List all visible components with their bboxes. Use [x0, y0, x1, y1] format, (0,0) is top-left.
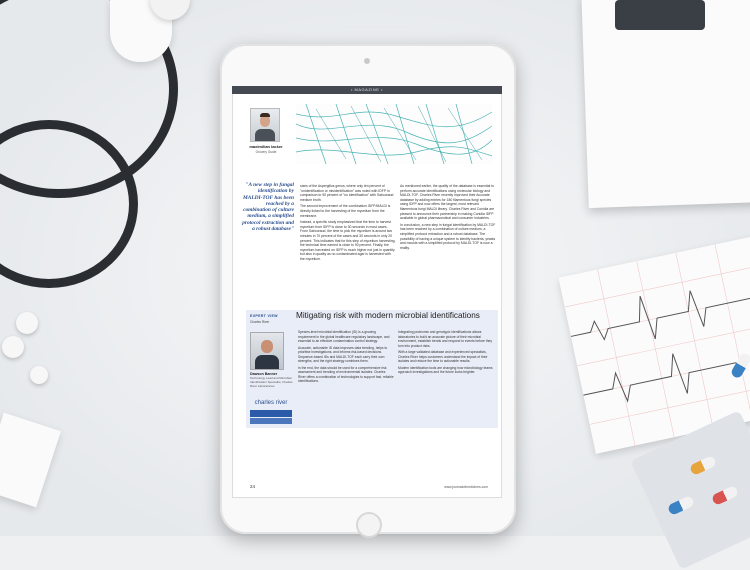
paragraph: sizes of the Aspergillus genus, where only ten percent of "unidentification or misidentification" was noted with IDFP in comparison to 90 percent of "no identification" with Sabouraud medium broth. [300, 184, 394, 202]
expert-column-1 [298, 330, 394, 386]
author-hair [260, 113, 270, 117]
clipboard [581, 0, 750, 208]
paragraph: Modern identification tools are changing how microbiology teams approach investigations and the future looks brighter. [398, 365, 493, 374]
footer-website: www.journalofmedicines.com [444, 485, 488, 489]
pull-quote: "A new step in fungal identification by MALDI-TOF has been reached by a combination of culture medium, a simplified protocol extraction and a robust database" [242, 182, 294, 233]
expert-view-label: EXPERT VIEW [250, 314, 278, 318]
expert-description: Technology Lead and Microbial Identification Specialist, Charles River Laboratories [250, 376, 293, 388]
paragraph: As mentioned earlier, the quality of the database is essential to perform accurate identifications using molecular biology and MALDI-TOF. Charles River recently improved their Accurate database by adding entries for 180 filamentous fungi species using IDFP and now offers the largest, most relevant filamentous fungi MALDI library. Charles River and Conidia are pleased to announce their partnership in making Conidia IDFP available in global pharmaceutical and consumer industries. [400, 184, 495, 221]
paragraph: With a large validated database and experienced specialists, Charles River helps customers understand the impact of their isolates and reduce the time to actionable results. [398, 350, 488, 363]
expert-column-2 [398, 330, 494, 377]
expert-face [261, 340, 273, 353]
paragraph: In conclusion, a new step in fungal identification by MALDI-TOF has been reached by a combination of culture medium, a simplified protocol extraction and a robust database. The possibility of having a unique system to identify bacteria, yeasts and moulds with a simplified protocol by MALDI-TOF is now a reality. [400, 222, 496, 250]
page-number: 24 [250, 484, 256, 489]
logo-band [250, 410, 292, 417]
paragraph: Accurate, actionable ID data improves data trending, helps to prioritise investigations, and informs risk-based decisions. Sequence-based IDs and MALDI-TOF each carry their own strengths, and the right strategy combines them. [298, 345, 388, 363]
fungal-hyphae-image [296, 104, 492, 164]
expert-photo [250, 332, 284, 370]
tablet-screen [232, 86, 502, 498]
home-button[interactable] [356, 512, 382, 538]
article-column-2 [400, 184, 496, 252]
pill [2, 336, 24, 358]
logo-band-secondary [250, 418, 292, 424]
camera-icon [364, 58, 370, 64]
hyphae-illustration [296, 104, 492, 164]
article-column-1 [300, 184, 396, 264]
pill [16, 312, 38, 334]
paragraph: In the end, the data should be used for a comprehensive risk assessment and trending of environmental isolates. Charles River offers a combination of technologies to support fast, reliable identifications. [298, 365, 394, 383]
expert-name: Dawson Banner [250, 372, 278, 376]
expert-suit [255, 355, 279, 369]
magazine-header-title: • MAGAZINE • [351, 87, 383, 92]
clipboard-clip [615, 0, 705, 30]
author-photo [250, 108, 280, 142]
author-name: maximilian lacker [249, 144, 283, 149]
paragraph: Integrating proteomic and genotypic identifications allows laboratories to build an accurate picture of their microbial environment, establish trends and respond to events before they turn into product risks. [398, 330, 493, 348]
expert-view-company: Charles River [250, 320, 270, 324]
author-shirt [255, 129, 275, 141]
paragraph: Instead, a specific study emphasized that the time to harvest mycelium from IDFP is close to 30 seconds in most cases. From Sabouraud, the time to pick the mycelium is around two minutes in 70 percent of the cases and 30 seconds in only 20 percent. This indicates that for this step of mycelium harvesting, the technical time earned is close to 90 percent. Finally, the mycelium harvested on IDFP is much higher not just in quantity but also in quality as no contaminated agar is harvested with the mycelium. [300, 220, 396, 261]
paragraph: Species-level microbial identification (ID) is a growing requirement in the global healthcare regulatory landscape, and essential to an effective contamination control strategy. [298, 330, 390, 343]
expert-article-title: Mitigating risk with modern microbial identifications [296, 311, 480, 320]
pill [30, 366, 48, 384]
paragraph: The second improvement of the combination IDFP/MALDI is directly linked to the harvesting of the mycelium from the membrane. [300, 204, 391, 218]
author-role: Grocery Guide [255, 150, 277, 154]
charles-river-logo: charles river [254, 400, 288, 406]
